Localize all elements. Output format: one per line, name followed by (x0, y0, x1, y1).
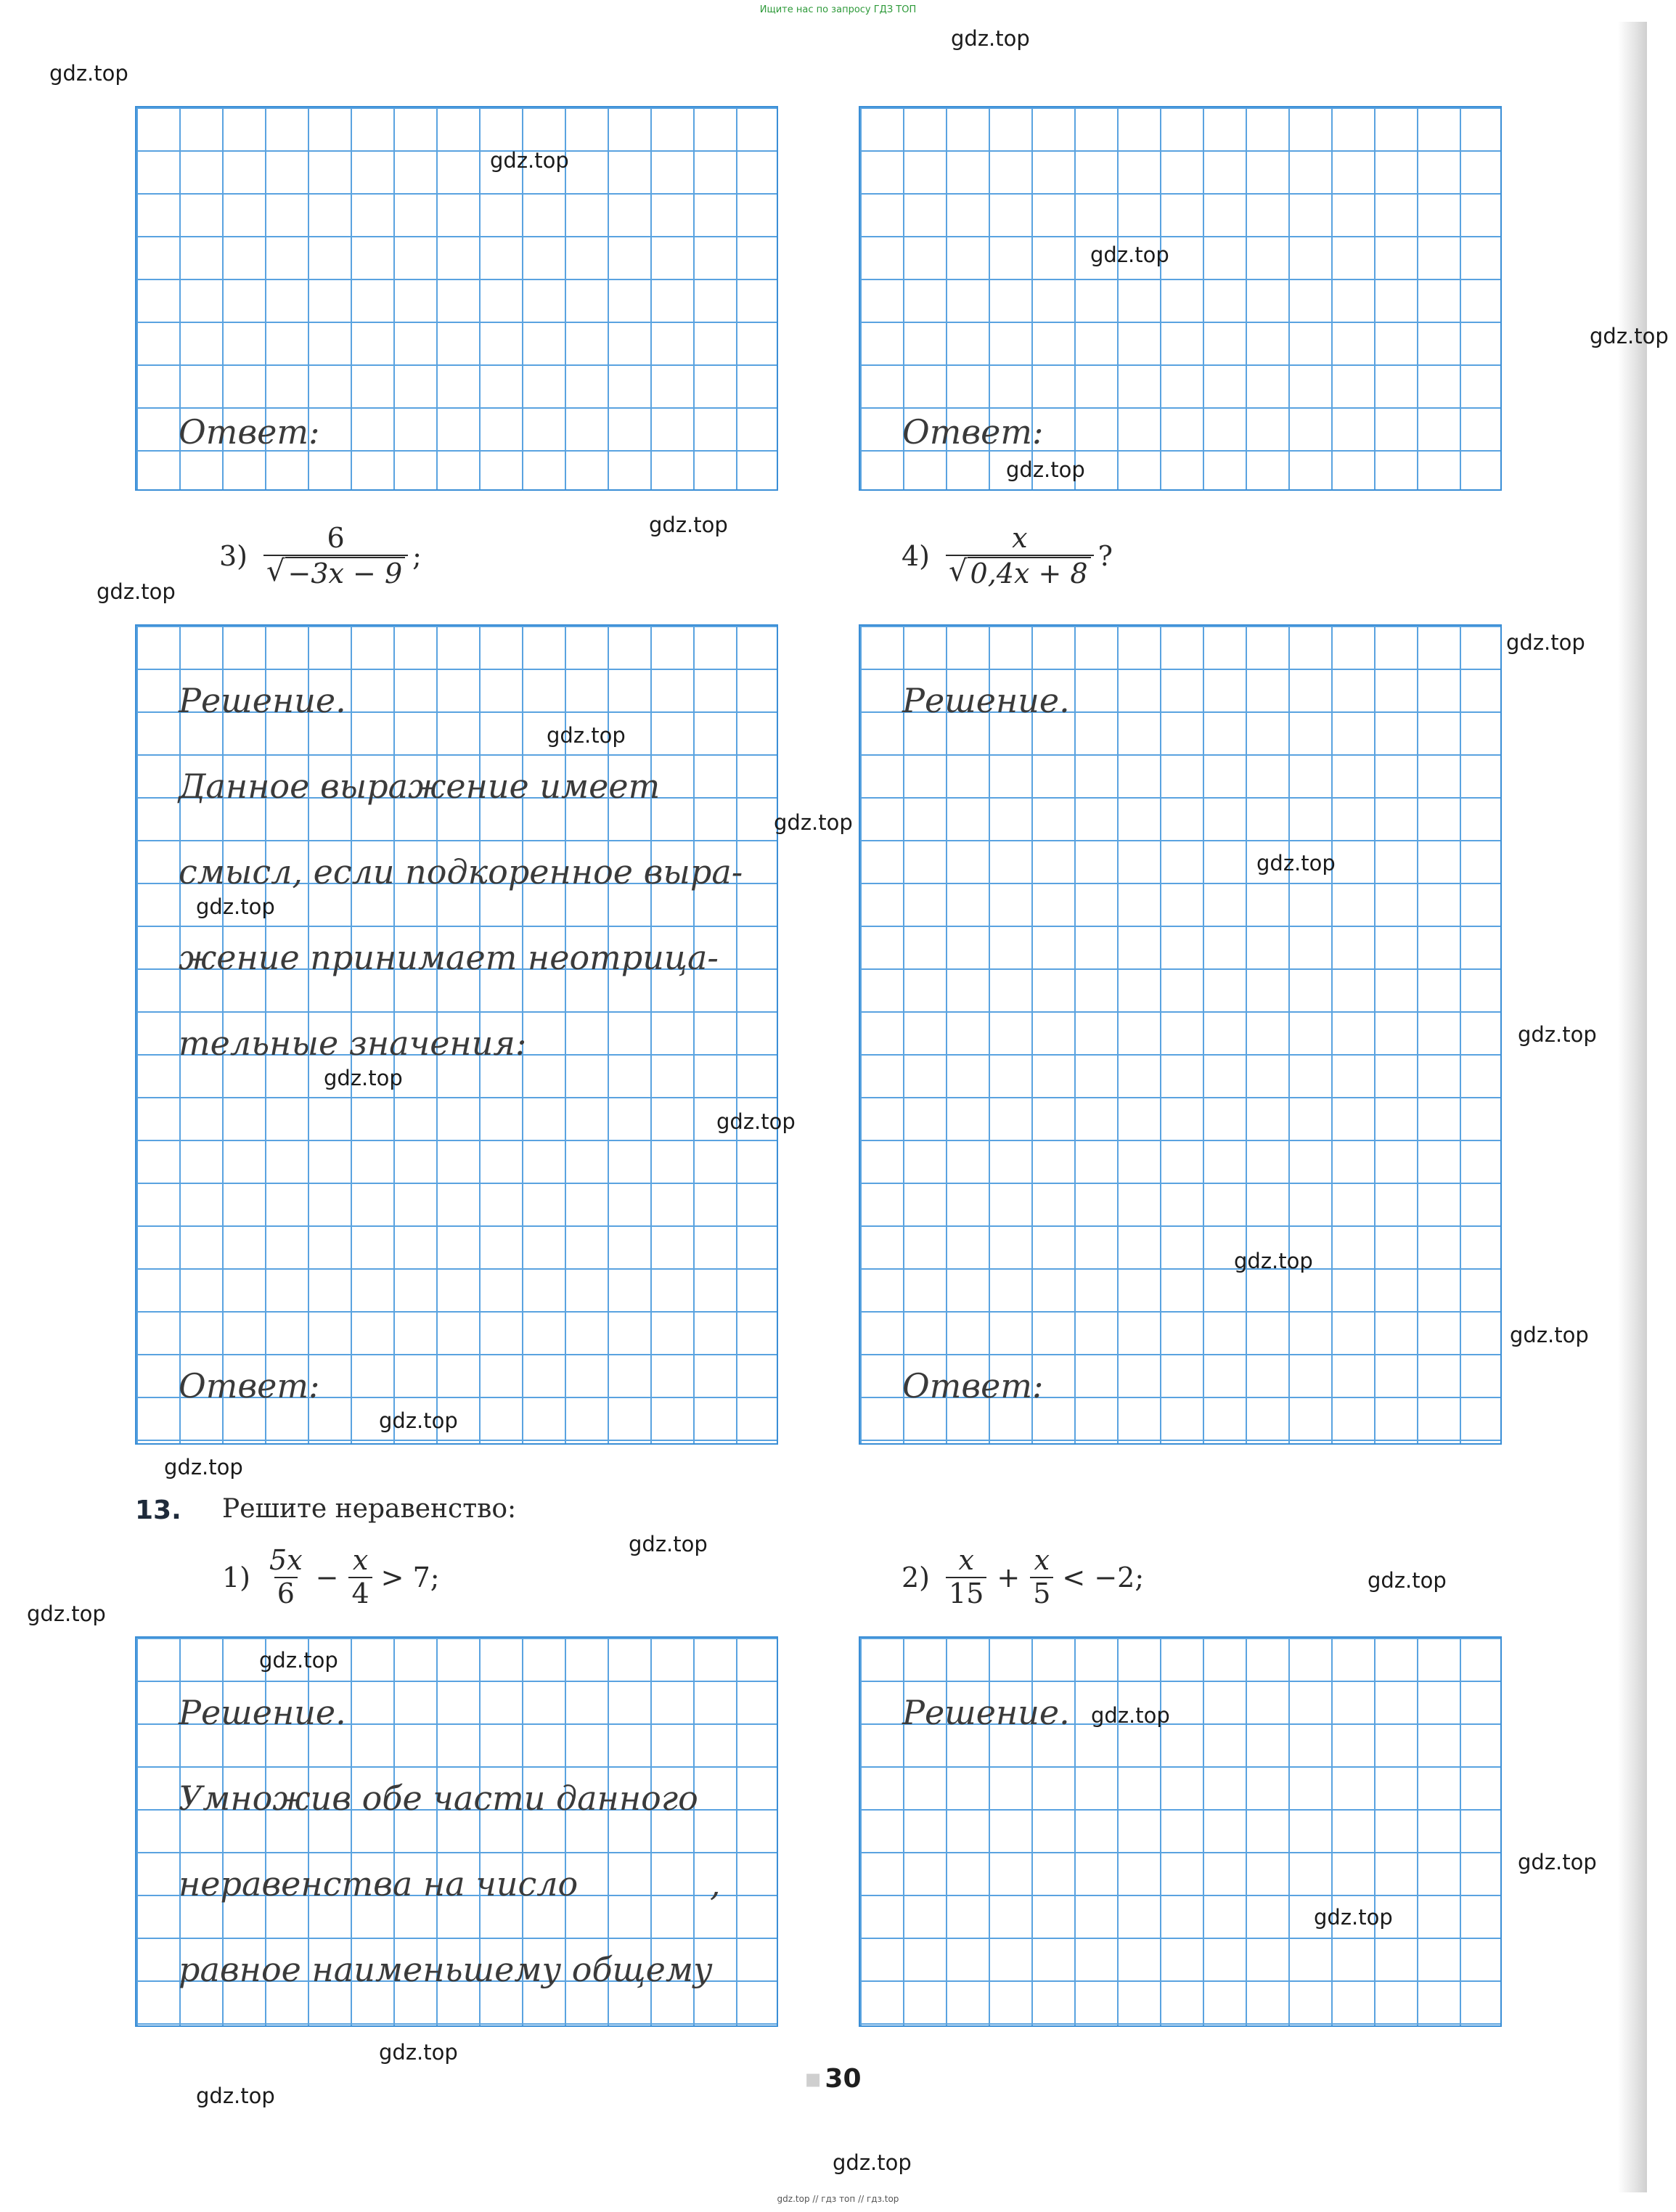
radical-sign-icon: √ (949, 554, 968, 588)
answer-label: Ответ: (179, 1366, 320, 1405)
answer-label: Ответ: (902, 412, 1044, 452)
upper-right-grid[interactable] (859, 106, 1502, 491)
watermark: gdz.top (27, 1601, 106, 1626)
bottom-right-grid[interactable] (859, 1636, 1502, 2027)
numerator: 5x (269, 1544, 303, 1576)
item-number: 4) (902, 540, 931, 573)
operator: − (315, 1561, 339, 1593)
watermark: gdz.top (490, 148, 569, 173)
denominator: 15 (946, 1577, 986, 1610)
solution-line: Решение. (902, 1693, 1070, 1732)
solution-line: неравенства на число (179, 1864, 579, 1903)
inequality-rest: < −2; (1062, 1561, 1145, 1593)
watermark: gdz.top (1506, 630, 1585, 655)
denominator (263, 555, 408, 590)
watermark: gdz.top (951, 26, 1030, 51)
watermark: gdz.top (547, 723, 626, 748)
watermark: gdz.top (1368, 1568, 1447, 1593)
numerator: x (1034, 1544, 1050, 1576)
denominator: 4 (348, 1577, 372, 1610)
watermark: gdz.top (164, 1455, 243, 1480)
fraction (946, 523, 1094, 589)
watermark: gdz.top (1090, 242, 1169, 267)
watermark: gdz.top (716, 1109, 796, 1134)
denominator: 5 (1030, 1577, 1053, 1610)
square-root (266, 554, 405, 590)
watermark: gdz.top (196, 894, 275, 919)
watermark: gdz.top (1518, 1850, 1597, 1874)
watermark: gdz.top (649, 513, 728, 537)
punctuation: ; (412, 540, 422, 573)
numerator: x (352, 1544, 369, 1576)
task-prompt: Решите неравенство: (222, 1494, 517, 1524)
solution-line: Данное выражение имеет (179, 767, 661, 806)
watermark: gdz.top (196, 2084, 275, 2108)
solution-line: Решение. (902, 681, 1070, 720)
fraction (1030, 1545, 1053, 1609)
fraction (946, 1545, 986, 1609)
watermark: gdz.top (774, 810, 853, 835)
watermark: gdz.top (97, 579, 176, 604)
watermark: gdz.top (1590, 324, 1669, 348)
middle-right-grid[interactable] (859, 624, 1502, 1445)
watermark: gdz.top (379, 2040, 458, 2065)
solution-line: Решение. (179, 681, 346, 720)
inequality-rest: > 7; (380, 1561, 440, 1593)
watermark: gdz.top (324, 1066, 403, 1090)
item-4-expression (902, 523, 1113, 589)
bottom-left-grid[interactable] (135, 1636, 778, 2027)
page-number (804, 2064, 862, 2094)
watermark: gdz.top (1314, 1905, 1393, 1930)
solution-line: жение принимает неотрица- (179, 938, 719, 977)
watermark: gdz.top (259, 1648, 338, 1673)
numerator: x (958, 1544, 974, 1576)
watermark: gdz.top (49, 61, 128, 86)
radical-sign-icon: √ (266, 554, 285, 588)
top-banner: Ищите нас по запросу ГДЗ ТОП (759, 4, 917, 15)
item-number: 1) (222, 1561, 251, 1593)
radicand: 0,4x + 8 (968, 557, 1091, 590)
solution-line: равное наименьшему общему (179, 1950, 713, 1989)
task-number: 13. (135, 1495, 181, 1525)
item-number: 2) (902, 1561, 931, 1593)
solution-line: смысл, если подкоренное выра- (179, 852, 743, 891)
page-number-value: 30 (825, 2064, 862, 2094)
solution-line: тельные значения: (179, 1024, 527, 1063)
numerator: 6 (327, 522, 345, 554)
fraction (348, 1545, 372, 1609)
comma: , (710, 1864, 721, 1903)
middle-left-grid[interactable] (135, 624, 778, 1445)
watermark: gdz.top (1510, 1323, 1589, 1347)
watermark: gdz.top (379, 1408, 458, 1433)
watermark: gdz.top (833, 2150, 912, 2175)
upper-left-grid[interactable] (135, 106, 778, 491)
numerator: x (1012, 522, 1028, 554)
watermark: gdz.top (1006, 457, 1085, 482)
item-number: 3) (219, 540, 248, 573)
fraction (263, 523, 408, 589)
denominator (946, 555, 1094, 590)
task-13-item-2 (902, 1545, 1144, 1609)
denominator: 6 (274, 1577, 298, 1610)
watermark: gdz.top (629, 1532, 708, 1556)
watermark: gdz.top (1256, 851, 1336, 876)
watermark: gdz.top (1091, 1703, 1170, 1728)
bottom-banner: gdz.top // гдз топ // гдз.top (777, 2194, 899, 2204)
watermark: gdz.top (1518, 1022, 1597, 1047)
task-13-item-1 (222, 1545, 440, 1609)
item-3-expression (219, 523, 422, 589)
answer-label: Ответ: (902, 1366, 1044, 1405)
page-number-decoration: ▪ (804, 2064, 822, 2094)
operator: + (997, 1561, 1021, 1593)
watermark: gdz.top (1234, 1249, 1313, 1273)
square-root (949, 554, 1091, 590)
answer-label: Ответ: (179, 412, 320, 452)
fraction (266, 1545, 306, 1609)
punctuation: ? (1097, 540, 1113, 573)
solution-line: Умножив обе части данного (179, 1779, 698, 1818)
radicand: −3x − 9 (285, 557, 406, 590)
solution-line: Решение. (179, 1693, 346, 1732)
